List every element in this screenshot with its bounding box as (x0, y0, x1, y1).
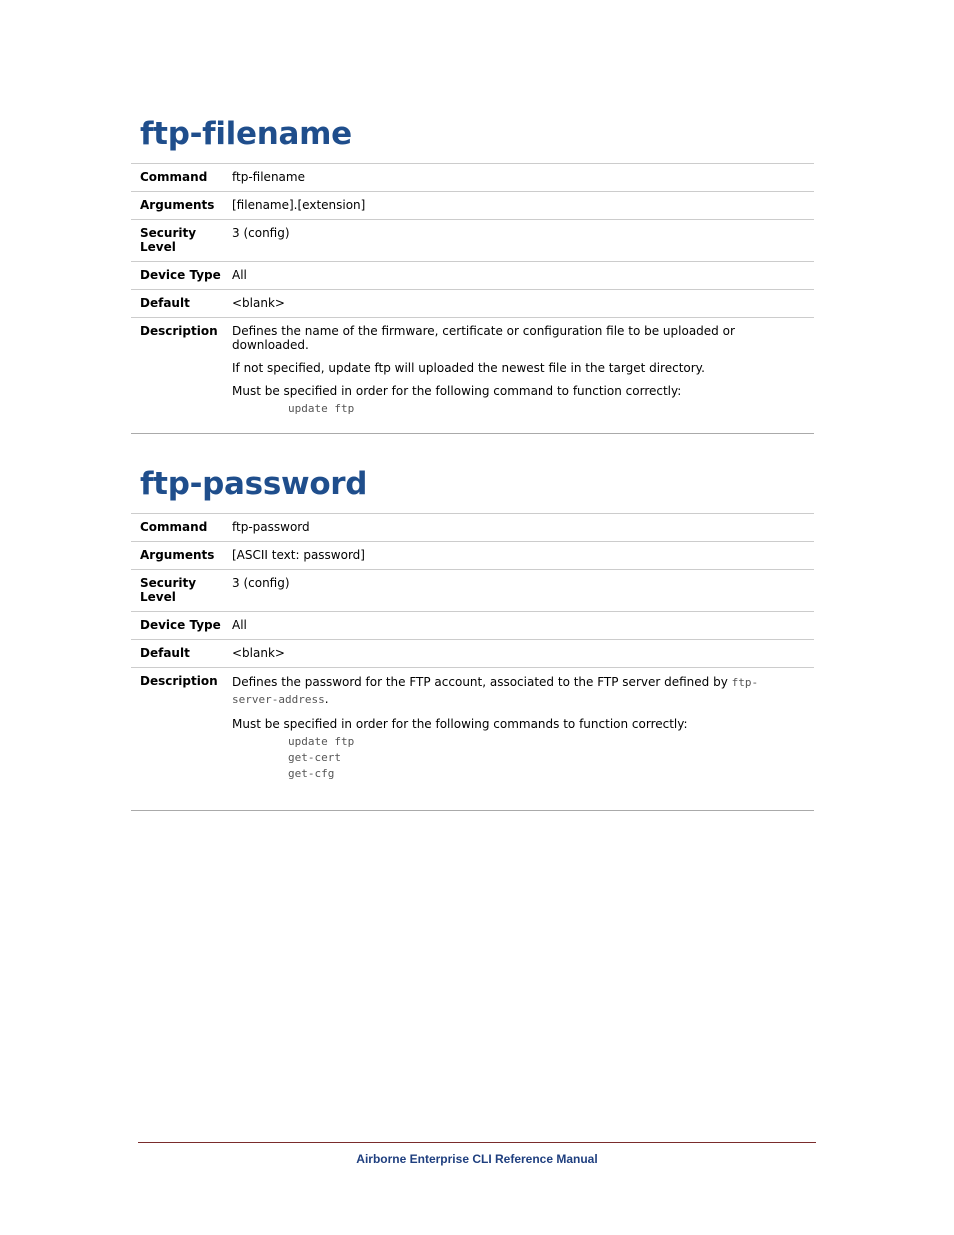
row-label: Description (140, 674, 218, 688)
code-line: get-cfg (288, 767, 335, 780)
row-label: Command (140, 520, 208, 534)
row-value: <blank> (232, 646, 285, 660)
row-value: All (232, 618, 247, 632)
description-paragraph (232, 384, 814, 417)
description-text: Defines the password for the FTP account, associated to the FTP server defined by (232, 675, 732, 689)
code-block (232, 734, 784, 782)
row-value: 3 (config) (232, 576, 290, 590)
row-label: Device Type (140, 268, 221, 282)
code-block (232, 401, 814, 417)
command-table (131, 163, 814, 434)
description-paragraph: Defines the name of the firmware, certificate or configuration file to be uploaded or downloaded. (232, 324, 735, 352)
row-label: Security Level (140, 576, 197, 604)
row-value: [ASCII text: password] (232, 548, 365, 562)
row-label: Default (140, 646, 190, 660)
description-text-end: . (324, 692, 329, 706)
code-line: update ftp (288, 735, 355, 748)
row-value: ftp-filename (232, 170, 305, 184)
section-ftp-filename (131, 112, 814, 434)
row-label: Device Type (140, 618, 221, 632)
section-title: ftp-password (140, 466, 368, 502)
row-label: Command (140, 170, 208, 184)
section-ftp-password (131, 462, 814, 811)
row-label: Default (140, 296, 190, 310)
table-row (131, 640, 814, 668)
table-row (131, 262, 814, 290)
row-value: [filename].[extension] (232, 198, 366, 212)
footer-divider (138, 1142, 816, 1143)
row-value: <blank> (232, 296, 285, 310)
table-row (131, 164, 814, 192)
table-row (131, 612, 814, 640)
code-line: update ftp (288, 402, 355, 415)
table-row (131, 290, 814, 318)
table-row (131, 514, 814, 542)
description-cell (232, 668, 814, 811)
row-label: Security Level (140, 226, 197, 254)
row-label: Arguments (140, 198, 215, 212)
command-table (131, 513, 814, 811)
table-row (131, 570, 814, 612)
row-value: All (232, 268, 247, 282)
table-row (131, 542, 814, 570)
row-value: 3 (config) (232, 226, 290, 240)
row-label: Arguments (140, 548, 215, 562)
description-cell (232, 318, 814, 434)
description-text: Must be specified in order for the following commands to function correctly: (232, 717, 688, 731)
section-title: ftp-filename (140, 116, 352, 152)
table-row (131, 318, 814, 434)
table-row (131, 220, 814, 262)
row-label: Description (140, 324, 218, 338)
table-row (131, 192, 814, 220)
description-paragraph (232, 717, 784, 782)
table-row (131, 668, 814, 811)
code-line: get-cert (288, 751, 341, 764)
description-paragraph: If not specified, update ftp will uploaded the newest file in the target directory. (232, 361, 705, 375)
description-paragraph (232, 674, 784, 708)
description-text: Must be specified in order for the following command to function correctly: (232, 384, 682, 398)
footer-title: Airborne Enterprise CLI Reference Manual (356, 1152, 598, 1166)
row-value: ftp-password (232, 520, 310, 534)
inline-code: ftp-server-address (232, 676, 759, 706)
